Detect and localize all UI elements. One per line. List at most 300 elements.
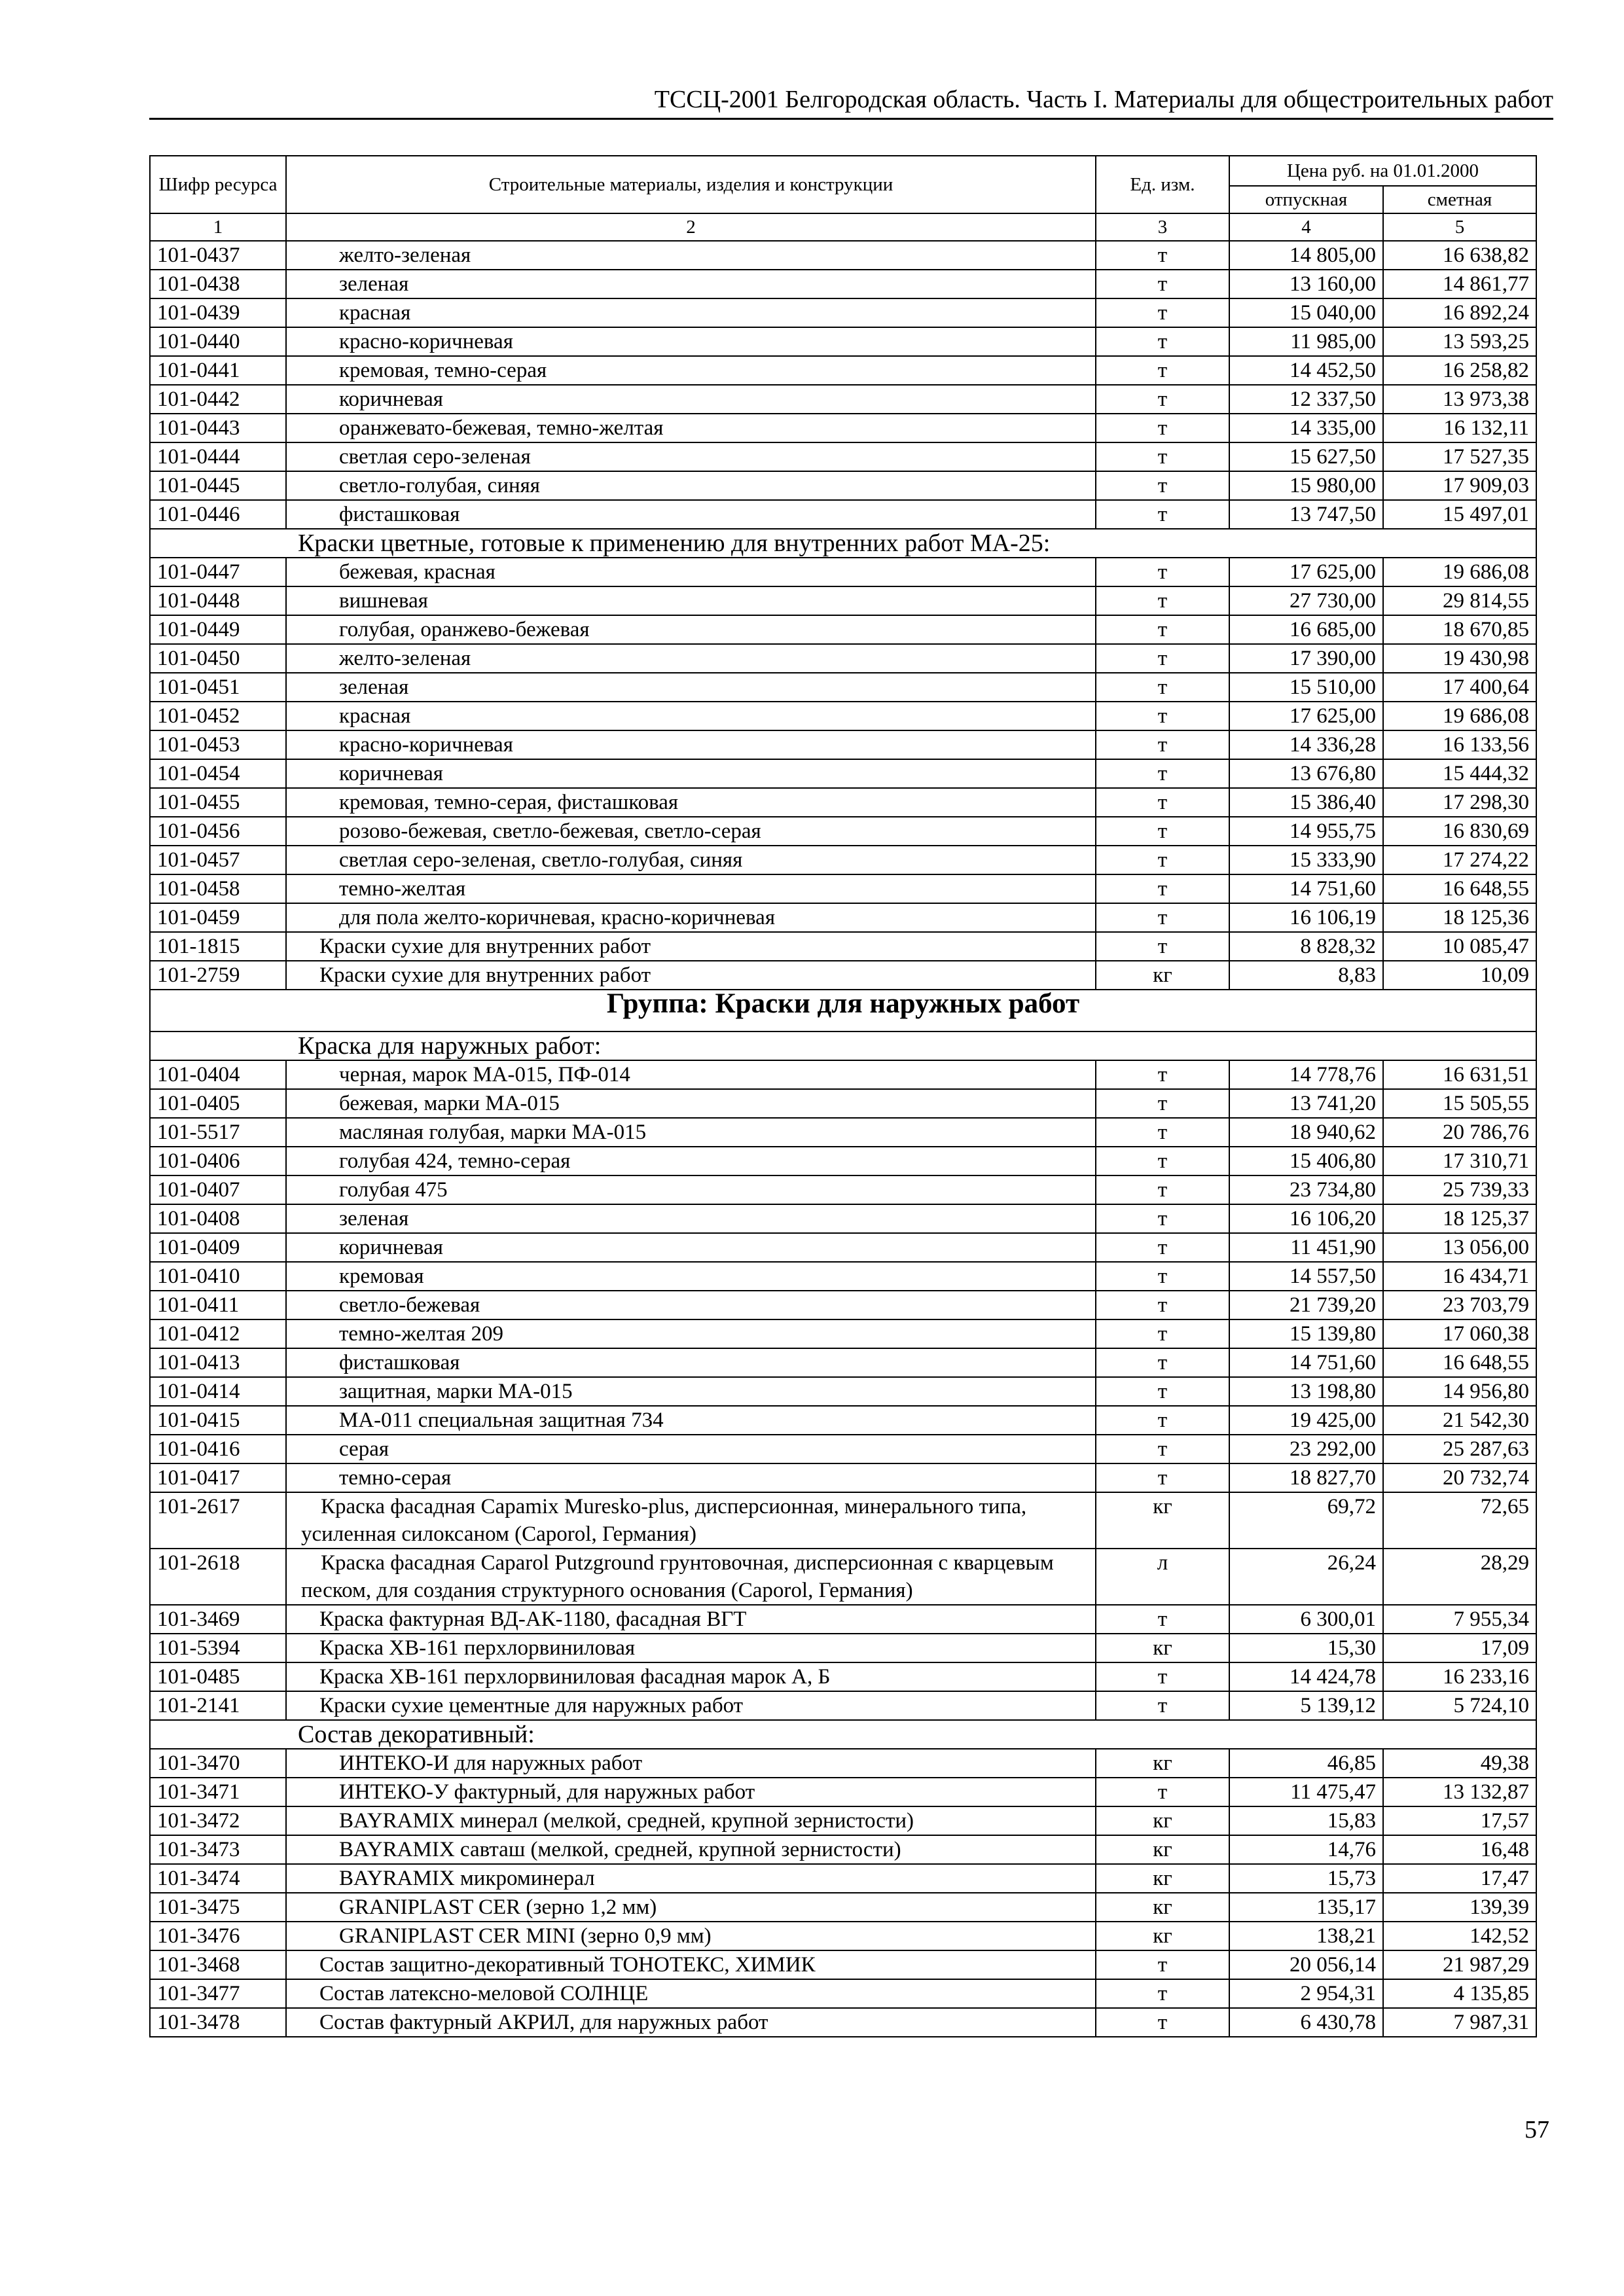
estimate-price: 7 987,31: [1383, 2008, 1536, 2037]
table-row: [150, 1262, 1536, 1291]
table-row: [150, 1060, 1536, 1089]
unit: т: [1096, 1691, 1229, 1720]
release-price: 14 424,78: [1229, 1662, 1383, 1691]
unit: т: [1096, 558, 1229, 586]
resource-code: 101-0447: [150, 558, 286, 586]
resource-code: 101-0439: [150, 298, 286, 327]
resource-code: 101-2617: [150, 1492, 286, 1549]
estimate-price: 17 298,30: [1383, 788, 1536, 817]
table-row: [150, 961, 1536, 990]
unit: т: [1096, 500, 1229, 529]
resource-code: 101-3469: [150, 1605, 286, 1634]
table-row: [150, 1691, 1536, 1720]
estimate-price: 14 956,80: [1383, 1377, 1536, 1406]
release-price: 26,24: [1229, 1549, 1383, 1605]
estimate-price: 72,65: [1383, 1492, 1536, 1549]
resource-code: 101-3472: [150, 1806, 286, 1835]
release-price: 14,76: [1229, 1835, 1383, 1864]
resource-code: 101-0455: [150, 788, 286, 817]
material-name: бежевая, марки МА-015: [286, 1089, 1096, 1118]
unit: т: [1096, 414, 1229, 442]
estimate-price: 17 400,64: [1383, 673, 1536, 702]
resource-code: 101-0408: [150, 1204, 286, 1233]
resource-code: 101-3473: [150, 1835, 286, 1864]
material-name: ИНТЕКО-И для наружных работ: [286, 1749, 1096, 1778]
release-price: 17 390,00: [1229, 644, 1383, 673]
resource-code: 101-3476: [150, 1922, 286, 1950]
table-row: [150, 644, 1536, 673]
unit: т: [1096, 2008, 1229, 2037]
resource-code: 101-0404: [150, 1060, 286, 1089]
estimate-price: 16 830,69: [1383, 817, 1536, 846]
resource-code: 101-0411: [150, 1291, 286, 1319]
head-release: отпускная: [1229, 186, 1383, 213]
material-name: МА-011 специальная защитная 734: [286, 1406, 1096, 1435]
release-price: 14 335,00: [1229, 414, 1383, 442]
material-name: кремовая, темно-серая: [286, 356, 1096, 385]
resource-code: 101-0409: [150, 1233, 286, 1262]
estimate-price: 14 861,77: [1383, 270, 1536, 298]
resource-code: 101-0417: [150, 1463, 286, 1492]
resource-code: 101-0416: [150, 1435, 286, 1463]
table-row: [150, 1118, 1536, 1147]
estimate-price: 10 085,47: [1383, 932, 1536, 961]
table-row: [150, 1893, 1536, 1922]
table-row: [150, 327, 1536, 356]
resource-code: 101-0407: [150, 1175, 286, 1204]
table-row: [150, 730, 1536, 759]
resource-code: 101-2141: [150, 1691, 286, 1720]
estimate-price: 17,09: [1383, 1634, 1536, 1662]
material-name: серая: [286, 1435, 1096, 1463]
release-price: 15 333,90: [1229, 846, 1383, 874]
resource-code: 101-5517: [150, 1118, 286, 1147]
table-row: [150, 1204, 1536, 1233]
resource-code: 101-3478: [150, 2008, 286, 2037]
release-price: 15 139,80: [1229, 1319, 1383, 1348]
material-name: Краска фактурная ВД-АК-1180, фасадная ВГТ: [286, 1605, 1096, 1634]
table-row: [150, 759, 1536, 788]
resource-code: 101-0437: [150, 241, 286, 270]
release-price: 16 685,00: [1229, 615, 1383, 644]
material-name: коричневая: [286, 1233, 1096, 1262]
head-estimate: сметная: [1383, 186, 1536, 213]
unit: кг: [1096, 1749, 1229, 1778]
table-row: [150, 414, 1536, 442]
estimate-price: 7 955,34: [1383, 1605, 1536, 1634]
head-name: Строительные материалы, изделия и конструкции: [286, 156, 1096, 213]
material-name: желто-зеленая: [286, 241, 1096, 270]
material-name: Краски сухие цементные для наружных работ: [286, 1691, 1096, 1720]
material-name: зеленая: [286, 673, 1096, 702]
release-price: 15 386,40: [1229, 788, 1383, 817]
release-price: 16 106,20: [1229, 1204, 1383, 1233]
section-row: [150, 1720, 1536, 1749]
table-row: [150, 1435, 1536, 1463]
material-name: бежевая, красная: [286, 558, 1096, 586]
unit: т: [1096, 1605, 1229, 1634]
unit: т: [1096, 1377, 1229, 1406]
table-row: [150, 1778, 1536, 1806]
release-price: 6 300,01: [1229, 1605, 1383, 1634]
unit: т: [1096, 1435, 1229, 1463]
material-name: защитная, марки МА-015: [286, 1377, 1096, 1406]
material-name: красно-коричневая: [286, 327, 1096, 356]
estimate-price: 15 497,01: [1383, 500, 1536, 529]
release-price: 18 827,70: [1229, 1463, 1383, 1492]
release-price: 15,83: [1229, 1806, 1383, 1835]
resource-code: 101-0415: [150, 1406, 286, 1435]
unit: т: [1096, 1089, 1229, 1118]
unit: т: [1096, 644, 1229, 673]
table-row: [150, 558, 1536, 586]
release-price: 5 139,12: [1229, 1691, 1383, 1720]
unit: т: [1096, 1262, 1229, 1291]
head-num-1: 1: [150, 213, 286, 241]
unit: т: [1096, 1950, 1229, 1979]
material-name: красная: [286, 702, 1096, 730]
release-price: 17 625,00: [1229, 558, 1383, 586]
estimate-price: 16 133,56: [1383, 730, 1536, 759]
table-row: [150, 846, 1536, 874]
estimate-price: 17 274,22: [1383, 846, 1536, 874]
release-price: 13 198,80: [1229, 1377, 1383, 1406]
section-title: Краска для наружных работ:: [150, 1031, 1536, 1060]
release-price: 16 106,19: [1229, 903, 1383, 932]
release-price: 23 734,80: [1229, 1175, 1383, 1204]
material-name: черная, марок МА-015, ПФ-014: [286, 1060, 1096, 1089]
unit: т: [1096, 1118, 1229, 1147]
unit: т: [1096, 586, 1229, 615]
unit: т: [1096, 1204, 1229, 1233]
release-price: 14 336,28: [1229, 730, 1383, 759]
table-row: [150, 1605, 1536, 1634]
material-name: зеленая: [286, 1204, 1096, 1233]
resource-code: 101-0413: [150, 1348, 286, 1377]
estimate-price: 49,38: [1383, 1749, 1536, 1778]
estimate-price: 17 909,03: [1383, 471, 1536, 500]
table-row: [150, 1979, 1536, 2008]
release-price: 14 751,60: [1229, 1348, 1383, 1377]
release-price: 13 160,00: [1229, 270, 1383, 298]
unit: т: [1096, 615, 1229, 644]
unit: т: [1096, 1662, 1229, 1691]
resource-code: 101-3468: [150, 1950, 286, 1979]
resource-code: 101-0414: [150, 1377, 286, 1406]
estimate-price: 13 132,87: [1383, 1778, 1536, 1806]
material-name: фисташковая: [286, 1348, 1096, 1377]
resource-code: 101-0451: [150, 673, 286, 702]
release-price: 14 778,76: [1229, 1060, 1383, 1089]
table-row: [150, 1175, 1536, 1204]
resource-code: 101-0445: [150, 471, 286, 500]
release-price: 138,21: [1229, 1922, 1383, 1950]
resource-code: 101-0405: [150, 1089, 286, 1118]
release-price: 15,73: [1229, 1864, 1383, 1893]
head-num-4: 4: [1229, 213, 1383, 241]
unit: л: [1096, 1549, 1229, 1605]
release-price: 27 730,00: [1229, 586, 1383, 615]
release-price: 11 451,90: [1229, 1233, 1383, 1262]
unit: т: [1096, 846, 1229, 874]
estimate-price: 28,29: [1383, 1549, 1536, 1605]
release-price: 13 747,50: [1229, 500, 1383, 529]
page-number: 57: [1525, 2116, 1549, 2144]
estimate-price: 18 670,85: [1383, 615, 1536, 644]
material-name: кремовая: [286, 1262, 1096, 1291]
estimate-price: 139,39: [1383, 1893, 1536, 1922]
table-row: [150, 1922, 1536, 1950]
table-row: [150, 817, 1536, 846]
material-name: зеленая: [286, 270, 1096, 298]
unit: кг: [1096, 1893, 1229, 1922]
material-name: красная: [286, 298, 1096, 327]
unit: кг: [1096, 1864, 1229, 1893]
estimate-price: 5 724,10: [1383, 1691, 1536, 1720]
material-name: Состав защитно-декоративный ТОНОТЕКС, ХИМИК: [286, 1950, 1096, 1979]
estimate-price: 21 542,30: [1383, 1406, 1536, 1435]
unit: т: [1096, 356, 1229, 385]
unit: т: [1096, 327, 1229, 356]
estimate-price: 10,09: [1383, 961, 1536, 990]
estimate-price: 18 125,37: [1383, 1204, 1536, 1233]
table-row: [150, 1864, 1536, 1893]
resource-code: 101-0453: [150, 730, 286, 759]
material-name: GRANIPLAST CER MINI (зерно 0,9 мм): [286, 1922, 1096, 1950]
release-price: 15 510,00: [1229, 673, 1383, 702]
unit: кг: [1096, 1634, 1229, 1662]
table-row: [150, 1377, 1536, 1406]
resource-code: 101-0458: [150, 874, 286, 903]
resource-code: 101-3477: [150, 1979, 286, 2008]
head-code: Шифр ресурса: [150, 156, 286, 213]
table-row: [150, 1950, 1536, 1979]
release-price: 8 828,32: [1229, 932, 1383, 961]
estimate-price: 142,52: [1383, 1922, 1536, 1950]
material-name: голубая 475: [286, 1175, 1096, 1204]
release-price: 15 406,80: [1229, 1147, 1383, 1175]
group-title: Группа: Краски для наружных работ: [150, 990, 1536, 1031]
estimate-price: 19 686,08: [1383, 702, 1536, 730]
table-row: [150, 1749, 1536, 1778]
table-row: [150, 1233, 1536, 1262]
estimate-price: 25 287,63: [1383, 1435, 1536, 1463]
resource-code: 101-2618: [150, 1549, 286, 1605]
release-price: 14 955,75: [1229, 817, 1383, 846]
table-row: [150, 356, 1536, 385]
unit: т: [1096, 1233, 1229, 1262]
unit: т: [1096, 442, 1229, 471]
material-name: BAYRAMIX минерал (мелкой, средней, крупной зернистости): [286, 1806, 1096, 1835]
release-price: 13 676,80: [1229, 759, 1383, 788]
estimate-price: 16 631,51: [1383, 1060, 1536, 1089]
table-row: [150, 241, 1536, 270]
unit: кг: [1096, 1835, 1229, 1864]
resource-code: 101-0412: [150, 1319, 286, 1348]
table-row: [150, 788, 1536, 817]
release-price: 21 739,20: [1229, 1291, 1383, 1319]
head-num-5: 5: [1383, 213, 1536, 241]
table-row: [150, 586, 1536, 615]
section-row: [150, 1031, 1536, 1060]
unit: кг: [1096, 1922, 1229, 1950]
table-row: [150, 702, 1536, 730]
estimate-price: 17 527,35: [1383, 442, 1536, 471]
table-row: [150, 298, 1536, 327]
material-name: для пола желто-коричневая, красно-коричневая: [286, 903, 1096, 932]
estimate-price: 15 444,32: [1383, 759, 1536, 788]
resource-code: 101-0444: [150, 442, 286, 471]
material-name: Краски сухие для внутренних работ: [286, 961, 1096, 990]
material-name: Краска фасадная Capamix Muresko-plus, дисперсионная, минерального типа, усиленная силоксаном (Caporol, Германия): [286, 1492, 1096, 1549]
table-row: [150, 385, 1536, 414]
estimate-price: 4 135,85: [1383, 1979, 1536, 2008]
material-name: BAYRAMIX микроминерал: [286, 1864, 1096, 1893]
material-name: светлая серо-зеленая: [286, 442, 1096, 471]
resource-code: 101-0485: [150, 1662, 286, 1691]
estimate-price: 23 703,79: [1383, 1291, 1536, 1319]
head-unit: Ед. изм.: [1096, 156, 1229, 213]
head-num-3: 3: [1096, 213, 1229, 241]
material-name: оранжевато-бежевая, темно-желтая: [286, 414, 1096, 442]
table-body: [150, 241, 1536, 2037]
table-row: [150, 1492, 1536, 1549]
table-row: [150, 615, 1536, 644]
material-name: Краска ХВ-161 перхлорвиниловая фасадная марок А, Б: [286, 1662, 1096, 1691]
estimate-price: 17 310,71: [1383, 1147, 1536, 1175]
release-price: 2 954,31: [1229, 1979, 1383, 2008]
release-price: 15 980,00: [1229, 471, 1383, 500]
release-price: 17 625,00: [1229, 702, 1383, 730]
resource-code: 101-0406: [150, 1147, 286, 1175]
unit: т: [1096, 673, 1229, 702]
resource-code: 101-3474: [150, 1864, 286, 1893]
table-row: [150, 1089, 1536, 1118]
table-row: [150, 442, 1536, 471]
material-name: BAYRAMIX савташ (мелкой, средней, крупной зернистости): [286, 1835, 1096, 1864]
table-row: [150, 1406, 1536, 1435]
unit: т: [1096, 1319, 1229, 1348]
table-row: [150, 500, 1536, 529]
unit: т: [1096, 759, 1229, 788]
estimate-price: 16 132,11: [1383, 414, 1536, 442]
page-header: [149, 82, 1553, 120]
estimate-price: 18 125,36: [1383, 903, 1536, 932]
release-price: 15 040,00: [1229, 298, 1383, 327]
table-head: [150, 156, 1536, 241]
resource-code: 101-0442: [150, 385, 286, 414]
resource-code: 101-0449: [150, 615, 286, 644]
estimate-price: 16 233,16: [1383, 1662, 1536, 1691]
material-name: фисташковая: [286, 500, 1096, 529]
unit: т: [1096, 1463, 1229, 1492]
release-price: 14 805,00: [1229, 241, 1383, 270]
estimate-price: 17,57: [1383, 1806, 1536, 1835]
release-price: 14 557,50: [1229, 1262, 1383, 1291]
estimate-price: 16,48: [1383, 1835, 1536, 1864]
material-name: вишневая: [286, 586, 1096, 615]
header-title: ТССЦ-2001 Белгородская область. Часть I. Материалы для общестроительных работ: [654, 86, 1553, 113]
estimate-price: 16 648,55: [1383, 1348, 1536, 1377]
table-row: [150, 1806, 1536, 1835]
estimate-price: 25 739,33: [1383, 1175, 1536, 1204]
unit: т: [1096, 1348, 1229, 1377]
unit: т: [1096, 1291, 1229, 1319]
release-price: 20 056,14: [1229, 1950, 1383, 1979]
price-table: [149, 155, 1537, 2037]
unit: т: [1096, 298, 1229, 327]
material-name: Состав латексно-меловой СОЛНЦЕ: [286, 1979, 1096, 2008]
estimate-price: 16 434,71: [1383, 1262, 1536, 1291]
resource-code: 101-0456: [150, 817, 286, 846]
release-price: 14 751,60: [1229, 874, 1383, 903]
unit: т: [1096, 385, 1229, 414]
estimate-price: 17 060,38: [1383, 1319, 1536, 1348]
resource-code: 101-1815: [150, 932, 286, 961]
release-price: 15 627,50: [1229, 442, 1383, 471]
unit: т: [1096, 1175, 1229, 1204]
estimate-price: 13 973,38: [1383, 385, 1536, 414]
resource-code: 101-0457: [150, 846, 286, 874]
table-row: [150, 673, 1536, 702]
material-name: кремовая, темно-серая, фисташковая: [286, 788, 1096, 817]
table-row: [150, 471, 1536, 500]
table-row: [150, 1147, 1536, 1175]
table-row: [150, 1291, 1536, 1319]
material-name: GRANIPLAST CER (зерно 1,2 мм): [286, 1893, 1096, 1922]
table-row: [150, 2008, 1536, 2037]
section-title: Краски цветные, готовые к применению для внутренних работ МА-25:: [150, 529, 1536, 558]
estimate-price: 15 505,55: [1383, 1089, 1536, 1118]
resource-code: 101-0440: [150, 327, 286, 356]
unit: т: [1096, 1979, 1229, 2008]
estimate-price: 17,47: [1383, 1864, 1536, 1893]
release-price: 13 741,20: [1229, 1089, 1383, 1118]
release-price: 18 940,62: [1229, 1118, 1383, 1147]
resource-code: 101-0410: [150, 1262, 286, 1291]
unit: т: [1096, 241, 1229, 270]
table-row: [150, 1463, 1536, 1492]
release-price: 135,17: [1229, 1893, 1383, 1922]
section-row: [150, 529, 1536, 558]
resource-code: 101-3471: [150, 1778, 286, 1806]
release-price: 69,72: [1229, 1492, 1383, 1549]
section-title: Состав декоративный:: [150, 1720, 1536, 1749]
table-row: [150, 932, 1536, 961]
material-name: светло-голубая, синяя: [286, 471, 1096, 500]
unit: т: [1096, 932, 1229, 961]
release-price: 14 452,50: [1229, 356, 1383, 385]
unit: т: [1096, 730, 1229, 759]
estimate-price: 20 786,76: [1383, 1118, 1536, 1147]
release-price: 11 985,00: [1229, 327, 1383, 356]
resource-code: 101-0441: [150, 356, 286, 385]
unit: т: [1096, 903, 1229, 932]
material-name: Краска ХВ-161 перхлорвиниловая: [286, 1634, 1096, 1662]
resource-code: 101-0459: [150, 903, 286, 932]
resource-code: 101-0450: [150, 644, 286, 673]
table-row: [150, 1662, 1536, 1691]
unit: т: [1096, 1778, 1229, 1806]
table-row: [150, 874, 1536, 903]
release-price: 12 337,50: [1229, 385, 1383, 414]
resource-code: 101-0446: [150, 500, 286, 529]
estimate-price: 19 430,98: [1383, 644, 1536, 673]
release-price: 19 425,00: [1229, 1406, 1383, 1435]
material-name: светлая серо-зеленая, светло-голубая, синяя: [286, 846, 1096, 874]
unit: т: [1096, 702, 1229, 730]
estimate-price: 16 638,82: [1383, 241, 1536, 270]
